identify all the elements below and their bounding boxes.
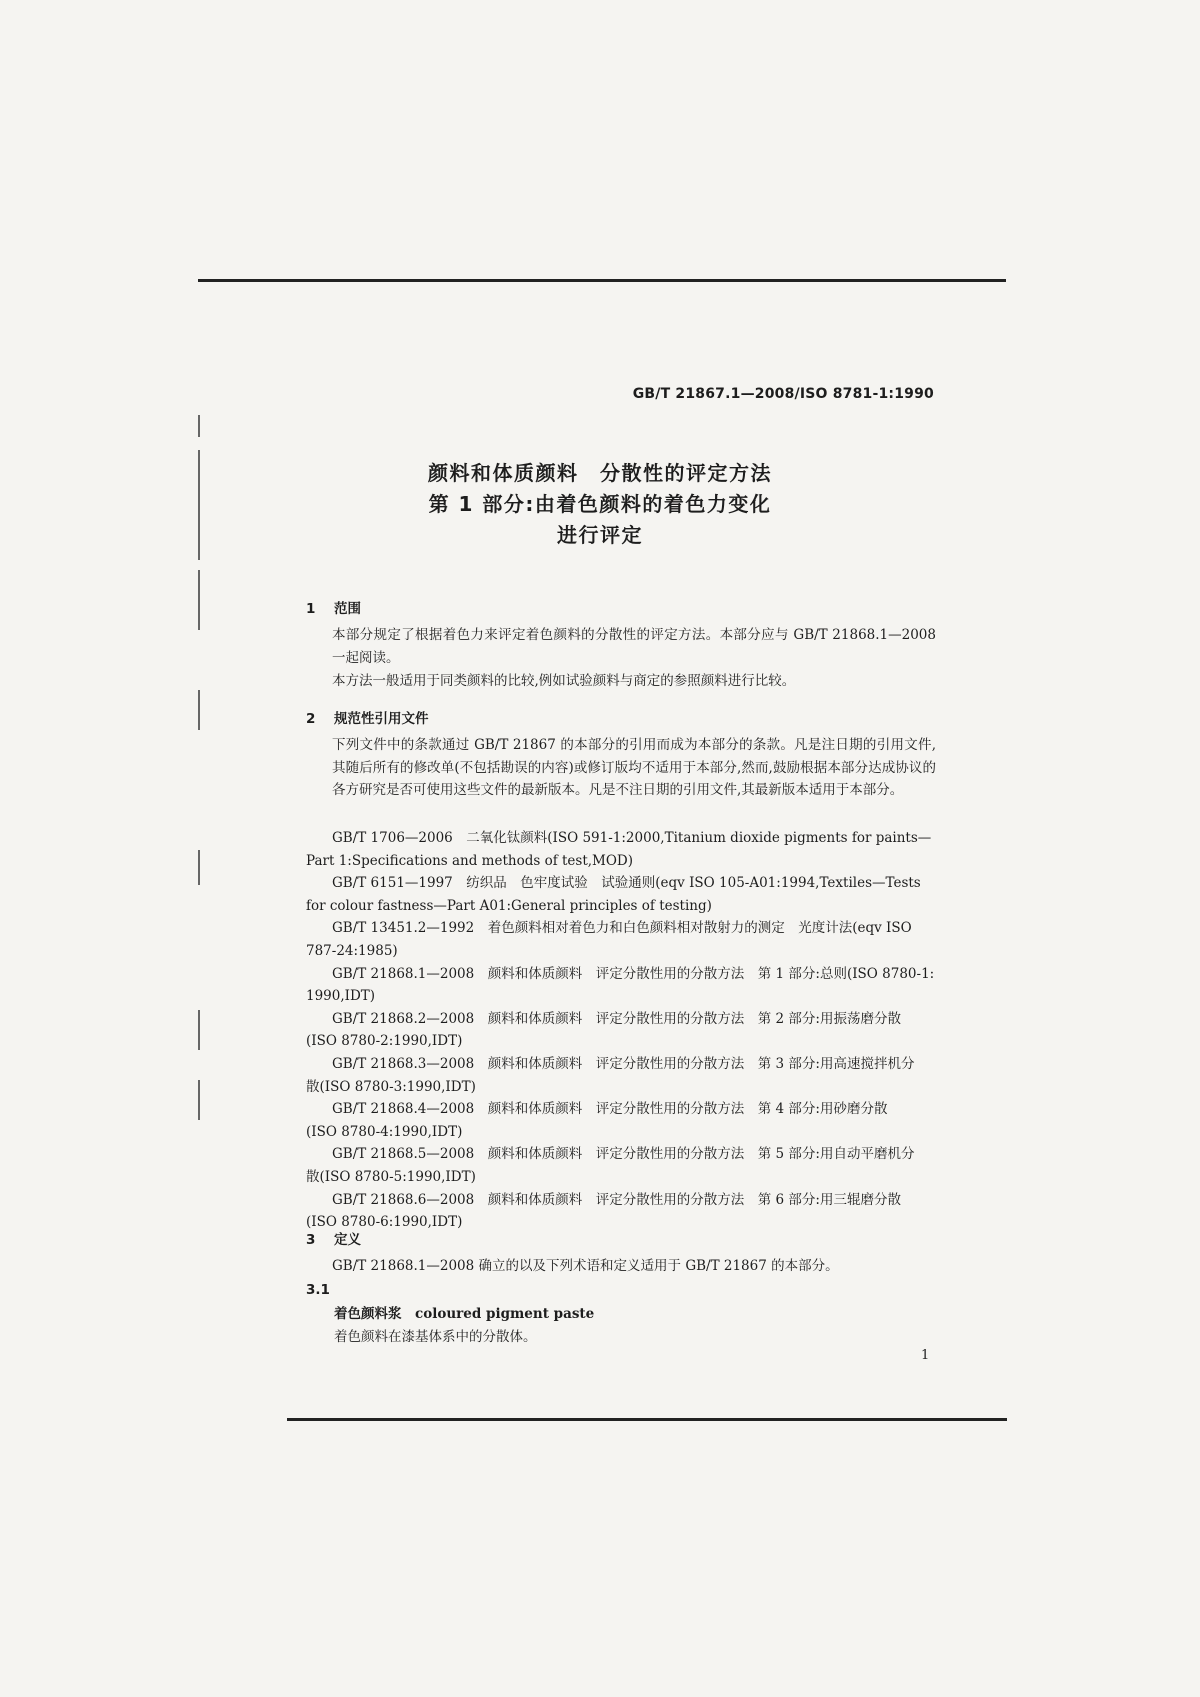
reference-line-2: 787-24:1985) (306, 942, 398, 959)
section-title: 范围 (334, 601, 361, 617)
reference-entry (306, 1098, 936, 1143)
section-number: 1 (306, 601, 316, 617)
title-line-2: 第 1 部分:由着色颜料的着色力变化 (428, 492, 772, 516)
reference-entry (306, 1053, 936, 1098)
definitions-intro-paragraph: GB/T 21868.1—2008 确立的以及下列术语和定义适用于 GB/T 21867 的本部分。 (332, 1258, 839, 1274)
reference-line-2: 散(ISO 8780-5:1990,IDT) (306, 1168, 476, 1185)
section-heading-definitions (306, 1228, 361, 1248)
reference-entry (306, 872, 936, 917)
scan-margin-mark (198, 850, 200, 885)
standard-code: GB/T 21867.1—2008/ISO 8781-1:1990 (632, 386, 934, 402)
reference-entry (306, 827, 936, 872)
section-title: 定义 (334, 1232, 361, 1248)
reference-entry (306, 917, 936, 962)
reference-line-2: for colour fastness—Part A01:General principles of testing) (306, 897, 712, 914)
term-number: 3.1 (306, 1282, 330, 1298)
section-heading-scope (306, 597, 361, 617)
scan-margin-mark (198, 1010, 200, 1050)
scan-margin-mark (198, 450, 200, 560)
reference-entry (306, 1189, 936, 1234)
reference-line-1: GB/T 21868.6—2008 颜料和体质颜料 评定分散性用的分散方法 第 6 部分:用三辊磨分散 (332, 1191, 901, 1208)
reference-line-2: 散(ISO 8780-3:1990,IDT) (306, 1078, 476, 1095)
reference-line-1: GB/T 21868.3—2008 颜料和体质颜料 评定分散性用的分散方法 第 3 部分:用高速搅拌机分 (332, 1056, 915, 1072)
section-number: 3 (306, 1232, 316, 1248)
reference-line-1: GB/T 21868.4—2008 颜料和体质颜料 评定分散性用的分散方法 第 4 部分:用砂磨分散 (332, 1101, 888, 1118)
reference-entry (306, 1143, 936, 1188)
scope-paragraph-2: 本方法一般适用于同类颜料的比较,例如试验颜料与商定的参照颜料进行比较。 (332, 673, 796, 689)
term-definition: 着色颜料在漆基体系中的分散体。 (334, 1329, 537, 1345)
reference-line-2: (ISO 8780-4:1990,IDT) (306, 1123, 463, 1140)
section-number: 2 (306, 711, 316, 727)
reference-entry (306, 963, 936, 1008)
scan-margin-mark (198, 570, 200, 630)
reference-line-2: (ISO 8780-2:1990,IDT) (306, 1033, 463, 1050)
page-number: 1 (921, 1348, 930, 1363)
scan-margin-mark (198, 1080, 200, 1120)
reference-line-2: 1990,IDT) (306, 988, 376, 1005)
reference-line-2: (ISO 8780-6:1990,IDT) (306, 1214, 463, 1231)
reference-entry (306, 1008, 936, 1053)
section-heading-normative-references (306, 707, 429, 727)
title-line-1: 颜料和体质颜料 分散性的评定方法 (428, 461, 772, 485)
scan-margin-mark (198, 415, 200, 437)
reference-line-1: GB/T 6151—1997 纺织品 色牢度试验 试验通则(eqv ISO 105-A01:1994,Textiles—Tests (332, 875, 921, 892)
reference-line-1: GB/T 21868.1—2008 颜料和体质颜料 评定分散性用的分散方法 第 1 部分:总则(ISO 8780-1: (332, 965, 935, 982)
reference-line-2: Part 1:Specifications and methods of test,MOD) (306, 852, 634, 869)
document-title (300, 458, 900, 551)
bottom-rule (287, 1418, 1007, 1421)
section-title: 规范性引用文件 (334, 711, 429, 727)
top-rule (198, 279, 1006, 282)
title-line-3: 进行评定 (557, 523, 643, 547)
scope-paragraph-1: 本部分规定了根据着色力来评定着色颜料的分散性的评定方法。本部分应与 GB/T 21868.1—2008 一起阅读。 (332, 627, 936, 666)
reference-line-1: GB/T 21868.2—2008 颜料和体质颜料 评定分散性用的分散方法 第 2 部分:用振荡磨分散 (332, 1010, 901, 1027)
term-heading: 着色颜料浆 coloured pigment paste (334, 1306, 595, 1322)
reference-line-1: GB/T 21868.5—2008 颜料和体质颜料 评定分散性用的分散方法 第 5 部分:用自动平磨机分 (332, 1146, 915, 1163)
scan-margin-mark (198, 690, 200, 730)
normative-intro-paragraph: 下列文件中的条款通过 GB/T 21867 的本部分的引用而成为本部分的条款。凡是注日期的引用文件,其随后所有的修改单(不包括勘误的内容)或修订版均不适用于本部分,然而,鼓励根据本部分达成协议的各方研究是否可使用这些文件的最新版本。凡是不注日期的引用文件,其最新版本适用于本部分。 (332, 737, 936, 798)
reference-line-1: GB/T 13451.2—1992 着色颜料相对着色力和白色颜料相对散射力的测定 光度计法(eqv ISO (332, 920, 912, 937)
reference-line-1: GB/T 1706—2006 二氧化钛颜料(ISO 591-1:2000,Titanium dioxide pigments for paints— (332, 830, 932, 846)
